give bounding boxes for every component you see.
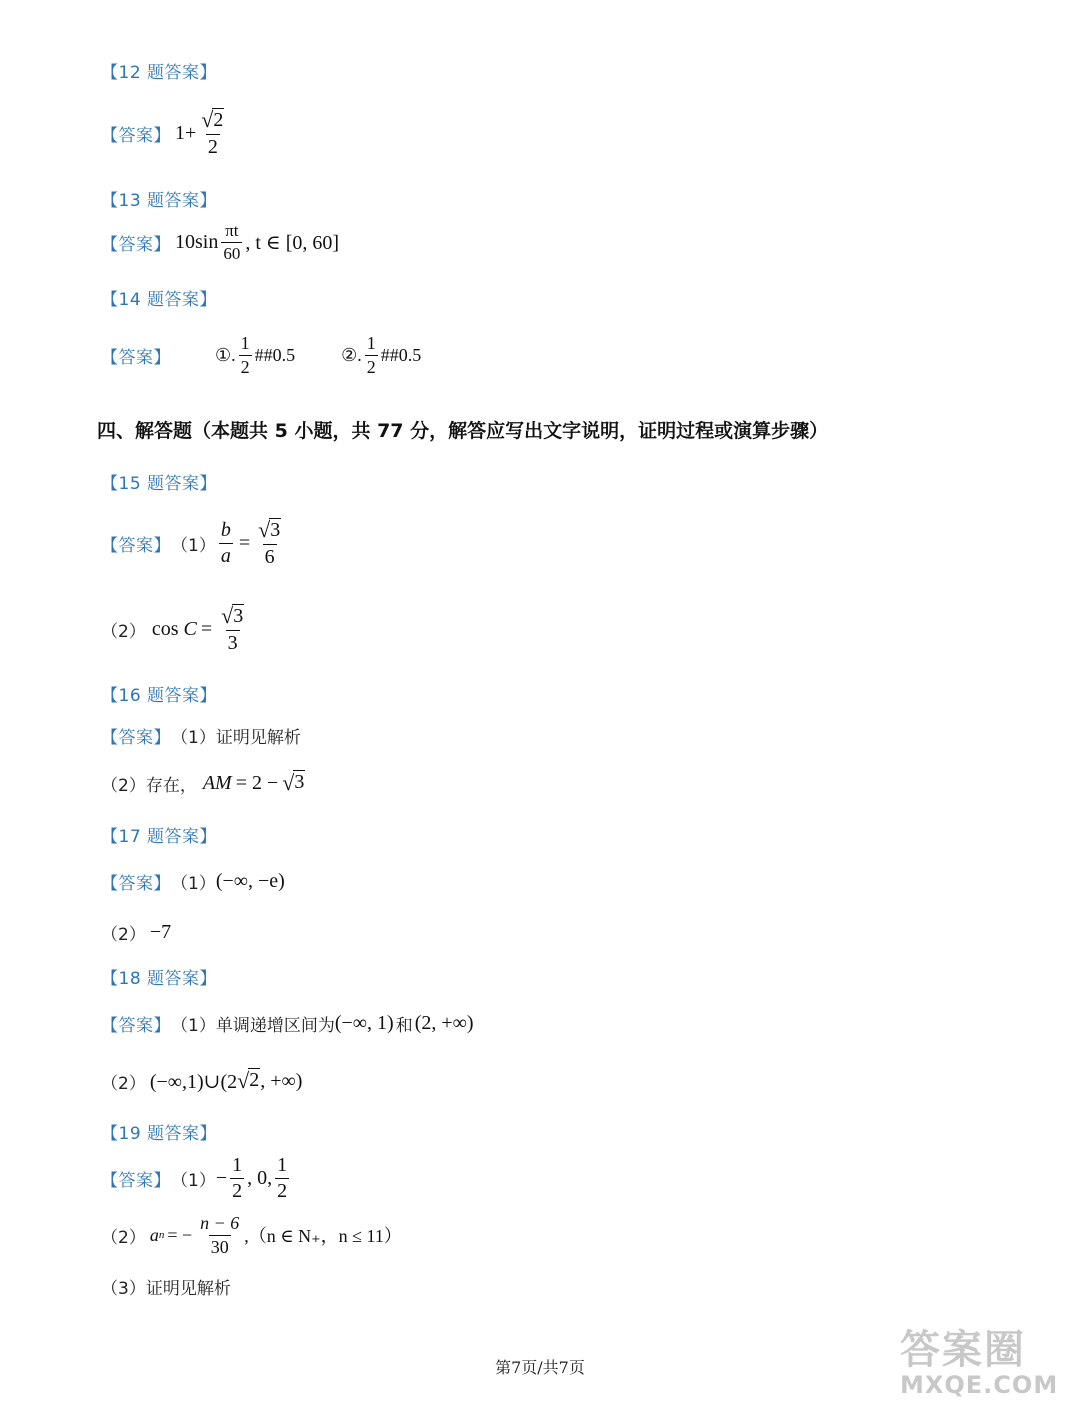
q14-s1: ##0.5 xyxy=(254,344,296,365)
q14-part1-label: ①. xyxy=(215,344,236,365)
q19-header: 【19 题答案】 xyxy=(101,1124,218,1144)
q16-part1-text: 证明见解析 xyxy=(215,728,301,748)
q16-lhs2: AM xyxy=(202,771,232,794)
q12-header: 【12 题答案】 xyxy=(101,63,218,83)
q19-part3-label: （3） xyxy=(101,1279,146,1299)
section-title: 四、解答题（本题共 5 小题，共 77 分，解答应写出文字说明，证明过程或演算步骤） xyxy=(97,420,829,442)
q15-eq2: = xyxy=(200,617,213,640)
q18-m2a: (−∞,1)∪(2 xyxy=(149,1070,238,1093)
q19-neg: − xyxy=(215,1167,228,1189)
q13-answer xyxy=(175,222,339,263)
watermark-logo xyxy=(900,1318,1075,1408)
q15-part1: $\frac{b}{a}$ = √ 3 6 xyxy=(220,517,281,568)
q13-coef: 10sin xyxy=(175,230,219,253)
q12-lead: 1+ xyxy=(175,121,197,144)
q19-sub: n xyxy=(158,1229,165,1242)
q15-var2: C xyxy=(183,617,197,640)
q17-header: 【17 题答案】 xyxy=(101,827,218,847)
q13-answer-tag: 【答案】 xyxy=(101,234,171,255)
q19-part1-label: （1） xyxy=(171,1171,216,1191)
q19-d2: 2 xyxy=(277,1180,288,1202)
q16-header: 【16 题答案】 xyxy=(101,686,218,706)
q17-part2-label: （2） xyxy=(101,925,146,945)
q15-den2: 3 xyxy=(227,632,238,654)
q16-part2-label: （2） xyxy=(101,775,146,796)
watermark-bottom: MXQE.COM xyxy=(900,1371,1059,1399)
q16-part2-text: 存在， xyxy=(145,775,197,796)
q15-den1: 6 xyxy=(264,546,275,568)
q14-header: 【14 题答案】 xyxy=(101,290,218,310)
q16-part1-label: （1） xyxy=(171,728,216,748)
q18-and-text: 和 xyxy=(395,1016,413,1036)
q19-den2: 30 xyxy=(210,1236,229,1257)
q15-eq1: = xyxy=(238,531,251,554)
q18-part1-label: （1） xyxy=(171,1016,216,1036)
q12-root: 2 xyxy=(213,109,224,131)
q14-d2: 2 xyxy=(366,356,376,377)
q18-answer-tag: 【答案】 xyxy=(101,1016,171,1036)
q16-part2-math: AM = 2 − √ 3 xyxy=(202,770,305,795)
q19-num2: n − 6 xyxy=(200,1213,240,1233)
q12-answer-tag: 【答案】 xyxy=(101,125,171,146)
q16-eq2: = 2 − xyxy=(235,771,279,794)
q12-den: 2 xyxy=(207,136,218,158)
q15-part2: cos C = √ 3 3 xyxy=(151,603,244,654)
q15-lhs2: cos xyxy=(151,617,179,640)
q15-d1: a xyxy=(220,544,231,567)
q14-answer-tag: 【答案】 xyxy=(101,347,171,368)
q12-answer: 1+ √ 2 2 xyxy=(175,107,224,158)
q14-answer xyxy=(215,334,421,377)
q19-part3-text: 证明见解析 xyxy=(145,1279,231,1299)
q18-part2-label: （2） xyxy=(101,1073,146,1094)
q18-r2: 2 xyxy=(249,1069,260,1091)
q18-part2-math: (−∞,1)∪(2 √ 2 , +∞) xyxy=(149,1068,303,1093)
q13-rest: , t ∈ [0, 60] xyxy=(245,231,340,254)
q17-part1-label: （1） xyxy=(171,874,216,894)
q15-header: 【15 题答案】 xyxy=(101,474,218,494)
q18-interval-2: (2, +∞) xyxy=(414,1012,474,1034)
q13-den: 60 xyxy=(223,243,241,263)
q16-answer-tag: 【答案】 xyxy=(101,728,171,748)
q19-mid: , 0, xyxy=(247,1167,273,1189)
q19-n1: 1 xyxy=(232,1154,243,1176)
q19-part2-label: （2） xyxy=(101,1227,146,1248)
q14-part2-label: ②. xyxy=(341,344,362,365)
q19-part1-math xyxy=(216,1155,292,1202)
q14-n1: 1 xyxy=(240,333,250,353)
q17-answer-tag: 【答案】 xyxy=(101,874,171,894)
q17-part2-math: −7 xyxy=(149,921,172,943)
q18-header: 【18 题答案】 xyxy=(101,969,218,989)
q19-d1: 2 xyxy=(232,1180,243,1202)
page-number: 第7页/共7页 xyxy=(495,1358,585,1377)
q19-a: a xyxy=(149,1224,159,1245)
q15-r2: 3 xyxy=(233,605,244,627)
q15-part2-label: （2） xyxy=(101,621,146,642)
q15-n1: b xyxy=(220,518,231,541)
q15-answer-tag: 【答案】 xyxy=(101,535,171,556)
q19-n2: 1 xyxy=(277,1154,288,1176)
q13-num: πt xyxy=(225,221,239,240)
q14-n2: 1 xyxy=(366,333,376,353)
q19-cond: ,（n ∈ N₊，n ≤ 11） xyxy=(244,1226,402,1247)
q14-d1: 2 xyxy=(240,356,250,377)
q19-part2-math xyxy=(150,1214,402,1257)
watermark-top: 答案圈 xyxy=(900,1327,1026,1373)
q15-r1: 3 xyxy=(270,519,281,541)
q19-answer-tag: 【答案】 xyxy=(101,1171,171,1191)
q13-header: 【13 题答案】 xyxy=(101,191,218,211)
q18-part1-text: 单调递增区间为 xyxy=(215,1016,335,1036)
q16-r2: 3 xyxy=(294,771,305,793)
q14-s2: ##0.5 xyxy=(380,344,422,365)
q17-part1-math: (−∞, −e) xyxy=(215,870,285,892)
q18-m2b: , +∞) xyxy=(260,1069,303,1092)
q15-part1-label: （1） xyxy=(171,535,216,556)
q19-eq: = − xyxy=(167,1224,193,1245)
q18-interval-1: (−∞, 1) xyxy=(334,1012,394,1034)
